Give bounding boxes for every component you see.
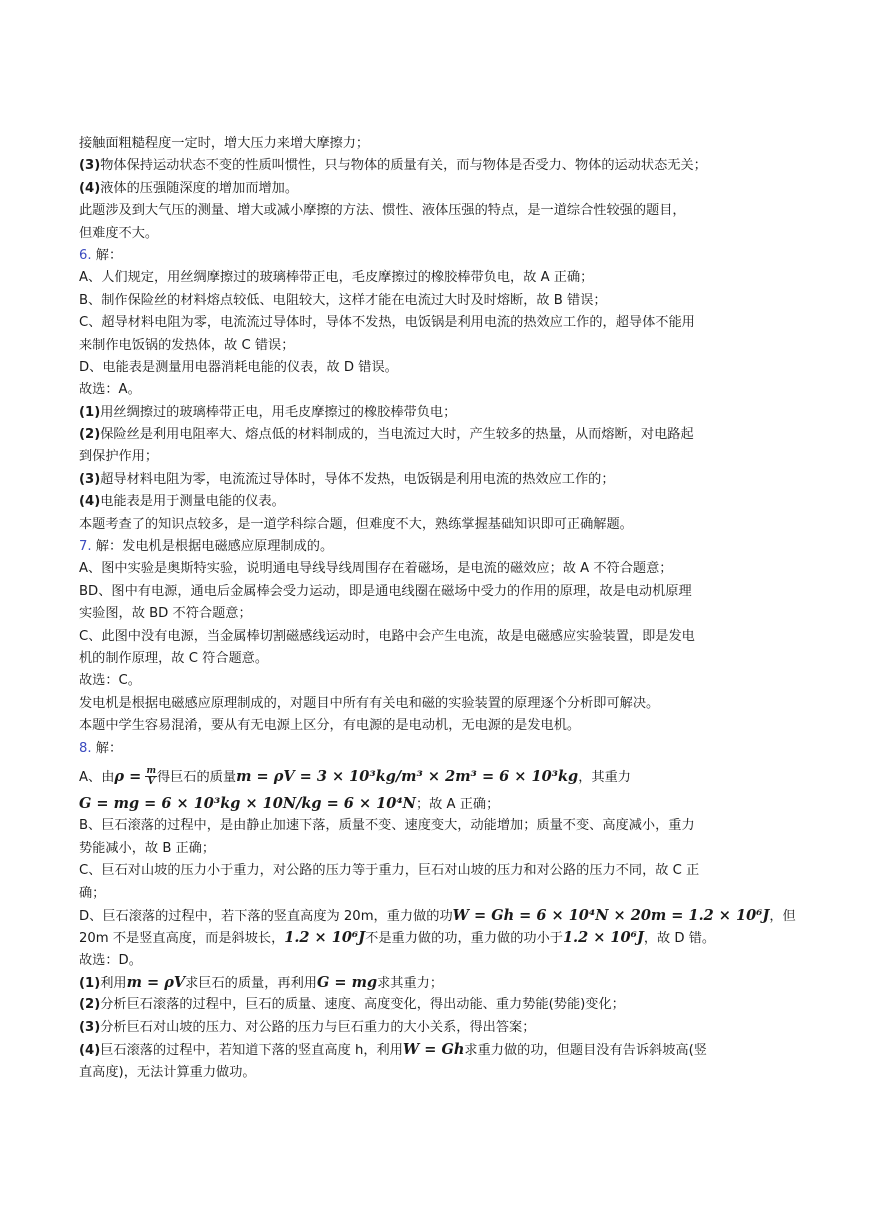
text-line: D、电能表是测量用电器消耗电能的仪表，故 D 错误。 [79, 359, 398, 375]
text-line: A、人们规定，用丝绸摩擦过的玻璃棒带正电，毛皮摩擦过的橡胶棒带负电，故 A 正确； [79, 270, 594, 286]
text-span: A、由 [79, 769, 115, 785]
formula: 1.2 × 10⁶J [284, 929, 366, 947]
item-text: 保险丝是利用电阻率大、熔点低的材料制成的，当电流过大时，产生较多的热量，从而熔断，对电路起 [100, 427, 694, 443]
text-line: 势能减小，故 B 正确； [79, 840, 216, 856]
text-span: ，故 D 错。 [643, 931, 716, 947]
list-item [79, 469, 795, 491]
text-span: 求重力做的功，但题目没有告诉斜坡高(竖 [464, 1043, 707, 1059]
question-header [79, 536, 795, 558]
item-number: (2) [79, 997, 101, 1013]
list-item [79, 1039, 795, 1061]
text-span: 不是重力做的功，重力做的功小于 [365, 931, 563, 947]
answer-line: 故选：D。 [79, 952, 142, 968]
item-number: (4) [79, 1043, 101, 1059]
text-line: A、图中实验是奥斯特实验，说明通电导线导线周围存在着磁场，是电流的磁效应；故 A 不符合题意； [79, 561, 673, 577]
text-line: 直高度)，无法计算重力做功。 [79, 1064, 256, 1080]
document-body [79, 133, 795, 1084]
list-item [79, 178, 795, 200]
list-item [79, 402, 795, 424]
formula-line [79, 905, 795, 927]
item-number: (1) [79, 404, 101, 420]
item-number: (3) [79, 1019, 101, 1035]
item-number: (4) [79, 494, 101, 510]
denominator: V [147, 777, 155, 788]
item-number: (3) [79, 471, 101, 487]
text-line: 到保护作用； [79, 449, 159, 465]
item-text: 分析巨石对山坡的压力、对公路的压力与巨石重力的大小关系，得出答案； [100, 1019, 536, 1035]
text-line: 但难度不大。 [79, 225, 159, 241]
item-number: (4) [79, 180, 101, 196]
question-number: 8. [79, 740, 92, 756]
text-line: 此题涉及到大气压的测量、增大或减小摩擦的方法、惯性、液体压强的特点，是一道综合性较强的题目， [79, 203, 686, 219]
formula: W = Gh [402, 1041, 465, 1059]
fraction [145, 766, 157, 787]
question-number: 7. [79, 539, 92, 555]
item-text: 超导材料电阻为零，电流流过导体时，导体不发热，电饭锅是利用电流的热效应工作的； [100, 471, 615, 487]
formula: 1.2 × 10⁶J [562, 929, 644, 947]
text-span: 利用 [100, 976, 127, 992]
item-number: (1) [79, 976, 101, 992]
question-header [79, 245, 795, 267]
question-label: 解： [95, 247, 123, 263]
formula-line [79, 760, 795, 793]
text-span: 求巨石的质量，再利用 [185, 976, 317, 992]
list-item [79, 491, 795, 513]
text-line: BD、图中有电源，通电后金属棒会受力运动，即是通电线圈在磁场中受力的作用的原理，故是电动机原理 [79, 583, 692, 599]
text-line: 发电机是根据电磁感应原理制成的，对题目中所有有关电和磁的实验装置的原理逐个分析即可解决。 [79, 695, 660, 711]
question-header [79, 738, 795, 760]
answer-line: 故选：C。 [79, 673, 141, 689]
question-label: 解： [95, 740, 123, 756]
text-line: 机的制作原理，故 C 符合题意。 [79, 650, 269, 666]
formula: G = mg [316, 974, 378, 992]
formula: W = Gh = 6 × 10⁴N × 20m = 1.2 × 10⁶J [452, 906, 770, 924]
item-text: 分析巨石滚落的过程中，巨石的质量、速度、高度变化，得出动能、重力势能(势能)变化； [100, 997, 625, 1013]
text-line: 接触面粗糙程度一定时，增大压力来增大摩擦力； [79, 136, 370, 151]
text-span: ，但 [769, 908, 796, 924]
text-line: C、此图中没有电源，当金属棒切割磁感线运动时，电路中会产生电流，故是电磁感应实验装置，即是发电 [79, 628, 695, 644]
list-item [79, 155, 795, 177]
text-span: 20m 不是竖直高度，而是斜坡长， [79, 931, 285, 947]
item-text: 物体保持运动状态不变的性质叫惯性，只与物体的质量有关，而与物体是否受力、物体的运动状态无关； [100, 158, 707, 174]
question-label: 解：发电机是根据电磁感应原理制成的。 [95, 539, 334, 555]
item-text: 电能表是用于测量电能的仪表。 [100, 494, 285, 510]
text-span: 得巨石的质量 [156, 769, 237, 785]
item-number: (3) [79, 158, 101, 174]
text-line: C、巨石对山坡的压力小于重力，对公路的压力等于重力，巨石对山坡的压力和对公路的压力不同，故 C 正 [79, 863, 700, 879]
text-span: ，其重力 [578, 769, 631, 785]
list-item [79, 972, 795, 994]
item-text: 液体的压强随深度的增加而增加。 [100, 180, 299, 196]
formula: m = ρV [126, 974, 186, 992]
text-line: 实验图，故 BD 不符合题意； [79, 606, 252, 622]
text-span: ；故 A 正确； [415, 796, 500, 812]
question-number: 6. [79, 247, 92, 263]
text-line: 本题考查了的知识点较多，是一道学科综合题，但难度不大，熟练掌握基础知识即可正确解题。 [79, 516, 633, 532]
text-line: 本题中学生容易混淆，要从有无电源上区分，有电源的是电动机，无电源的是发电机。 [79, 718, 581, 734]
text-span: D、巨石滚落的过程中，若下落的竖直高度为 20m，重力做的功 [79, 908, 453, 924]
list-item [79, 1017, 795, 1039]
formula: G = mg = 6 × 10³kg × 10N/kg = 6 × 10⁴N [79, 794, 416, 812]
numerator: m [146, 766, 156, 777]
text-span: 求其重力； [377, 976, 444, 992]
text-span: 巨石滚落的过程中，若知道下落的竖直高度 h，利用 [100, 1043, 403, 1059]
answer-line: 故选：A。 [79, 382, 141, 398]
text-line: B、制作保险丝的材料熔点较低、电阻较大，这样才能在电流过大时及时熔断，故 B 错误； [79, 292, 607, 308]
list-item [79, 994, 795, 1016]
item-text: 用丝绸擦过的玻璃棒带正电，用毛皮摩擦过的橡胶棒带负电； [100, 404, 457, 420]
formula-line [79, 927, 795, 949]
text-line: C、超导材料电阻为零，电流流过导体时，导体不发热，电饭锅是利用电流的热效应工作的，超导体不能用 [79, 315, 695, 331]
text-line: B、巨石滚落的过程中，是由静止加速下落，质量不变、速度变大，动能增加；质量不变、高度减小，重力 [79, 818, 695, 834]
formula: m = ρV = 3 × 10³kg/m³ × 2m³ = 6 × 10³kg [236, 767, 579, 785]
text-line: 确； [79, 885, 106, 901]
list-item [79, 424, 795, 446]
text-line: 来制作电饭锅的发热体，故 C 错误； [79, 337, 295, 353]
formula: ρ = [114, 767, 142, 785]
formula-line [79, 793, 795, 815]
item-number: (2) [79, 427, 101, 443]
